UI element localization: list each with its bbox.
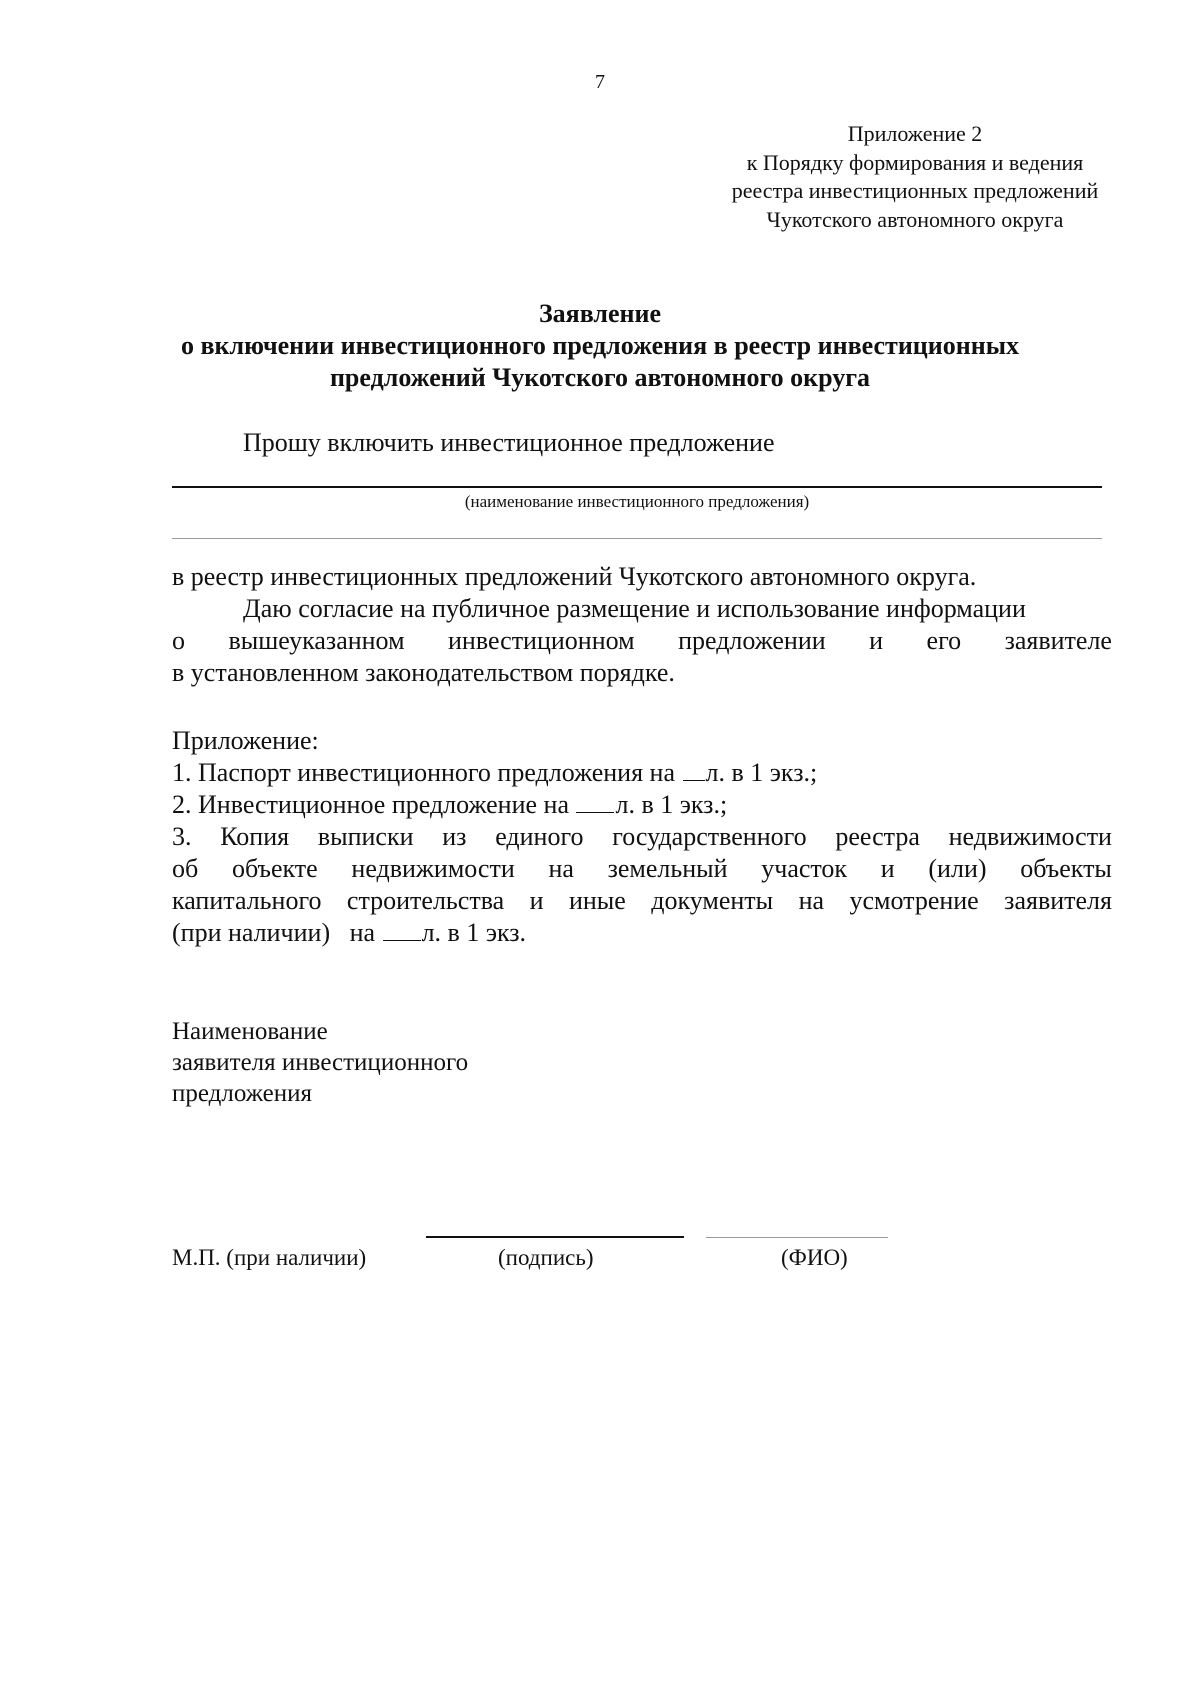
- attachment-text: 1. Паспорт инвестиционного предложения на: [172, 758, 682, 787]
- word: документы: [651, 886, 774, 915]
- word: недвижимости: [948, 822, 1112, 851]
- word: 3.: [172, 822, 192, 851]
- word: усмотрение: [849, 886, 979, 915]
- word: (или): [928, 854, 987, 883]
- appendix-header: [690, 120, 1140, 234]
- attachment-item-extract-line: [172, 853, 1112, 885]
- consent-paragraph: [172, 593, 1112, 689]
- word: о: [172, 626, 185, 655]
- proposal-name-line: [172, 486, 1102, 488]
- word: заявителя: [1004, 886, 1112, 915]
- consent-line: [172, 593, 1112, 625]
- word: строительства: [346, 886, 505, 915]
- page-number: 7: [595, 71, 605, 93]
- request-paragraph: Прошу включить инвестиционное предложение: [243, 428, 775, 457]
- word: на: [798, 886, 825, 915]
- sheet-count-blank[interactable]: [576, 790, 614, 813]
- consent-text: Даю согласие на публичное размещение и использование информации: [243, 594, 1026, 623]
- word: заявителе: [1004, 626, 1112, 655]
- document-title: [150, 298, 1050, 394]
- word: вышеуказанном: [228, 626, 405, 655]
- word: и: [869, 626, 884, 655]
- word: из: [442, 822, 467, 851]
- appendix-header-line: Приложение 2: [847, 121, 983, 146]
- attachment-text: (при наличии) на: [172, 918, 382, 947]
- title-line: предложений Чукотского автономного округа: [329, 363, 871, 392]
- appendix-header-line: к Порядку формирования и ведения: [746, 149, 1084, 175]
- word: капитального: [172, 886, 322, 915]
- attachment-item-extract: [172, 821, 1112, 853]
- attachment-text: л. в 1 экз.: [421, 918, 527, 947]
- word: объекте: [231, 854, 318, 883]
- attachment-item-passport: [172, 757, 1112, 789]
- word: на: [548, 854, 574, 883]
- word: недвижимости: [351, 854, 515, 883]
- word: земельный: [607, 854, 728, 883]
- attachment-item-proposal: [172, 789, 1112, 821]
- word: объекты: [1020, 854, 1112, 883]
- consent-text: в установленном законодательством порядке.: [172, 658, 675, 687]
- signature-label: (подпись): [498, 1245, 594, 1270]
- word: его: [926, 626, 962, 655]
- attachment-text: 2. Инвестиционное предложение на: [172, 790, 576, 819]
- attachment-text: л. в 1 экз.;: [615, 790, 728, 819]
- attachment-item-extract-line: [172, 885, 1112, 917]
- fio-label: (ФИО): [781, 1245, 848, 1270]
- fio-line[interactable]: [706, 1237, 888, 1238]
- word: предложении: [678, 626, 826, 655]
- consent-line-justified: [172, 625, 1112, 657]
- word: государственного: [612, 822, 807, 851]
- appendix-header-line: Чукотского автономного округа: [766, 206, 1064, 232]
- appendix-header-line: реестра инвестиционных предложений: [731, 178, 1099, 203]
- sheet-count-blank[interactable]: [383, 918, 421, 941]
- signature-line[interactable]: [426, 1236, 684, 1238]
- word: выписки: [317, 822, 414, 851]
- word: и: [880, 854, 895, 883]
- word: иные: [568, 886, 626, 915]
- attachment-text: л. в 1 экз.;: [705, 758, 818, 787]
- consent-line: [172, 657, 1112, 689]
- proposal-name-line-2: [172, 538, 1102, 539]
- sheet-count-blank[interactable]: [683, 758, 705, 781]
- word: реестра: [835, 822, 920, 851]
- stamp-label: М.П. (при наличии): [172, 1245, 367, 1270]
- word: участок: [761, 854, 848, 883]
- applicant-line: Наименование: [172, 1018, 328, 1045]
- word: Копия: [220, 822, 290, 851]
- proposal-name-caption: (наименование инвестиционного предложения): [464, 492, 810, 511]
- word: об: [172, 854, 199, 883]
- title-line: о включении инвестиционного предложения в реестр инвестиционных: [180, 331, 1020, 360]
- attachments-heading: Приложение:: [172, 726, 319, 755]
- applicant-line: предложения: [172, 1080, 313, 1107]
- attachments-list: [172, 725, 1112, 949]
- word: и: [529, 886, 544, 915]
- applicant-line: заявителя инвестиционного: [172, 1049, 469, 1076]
- applicant-name-label: [172, 1016, 468, 1109]
- word: единого: [495, 822, 584, 851]
- word: инвестиционном: [448, 626, 635, 655]
- title-line: Заявление: [538, 299, 662, 328]
- attachment-item-extract-line: [172, 917, 1112, 949]
- registry-paragraph: в реестр инвестиционных предложений Чукотского автономного округа.: [172, 562, 977, 591]
